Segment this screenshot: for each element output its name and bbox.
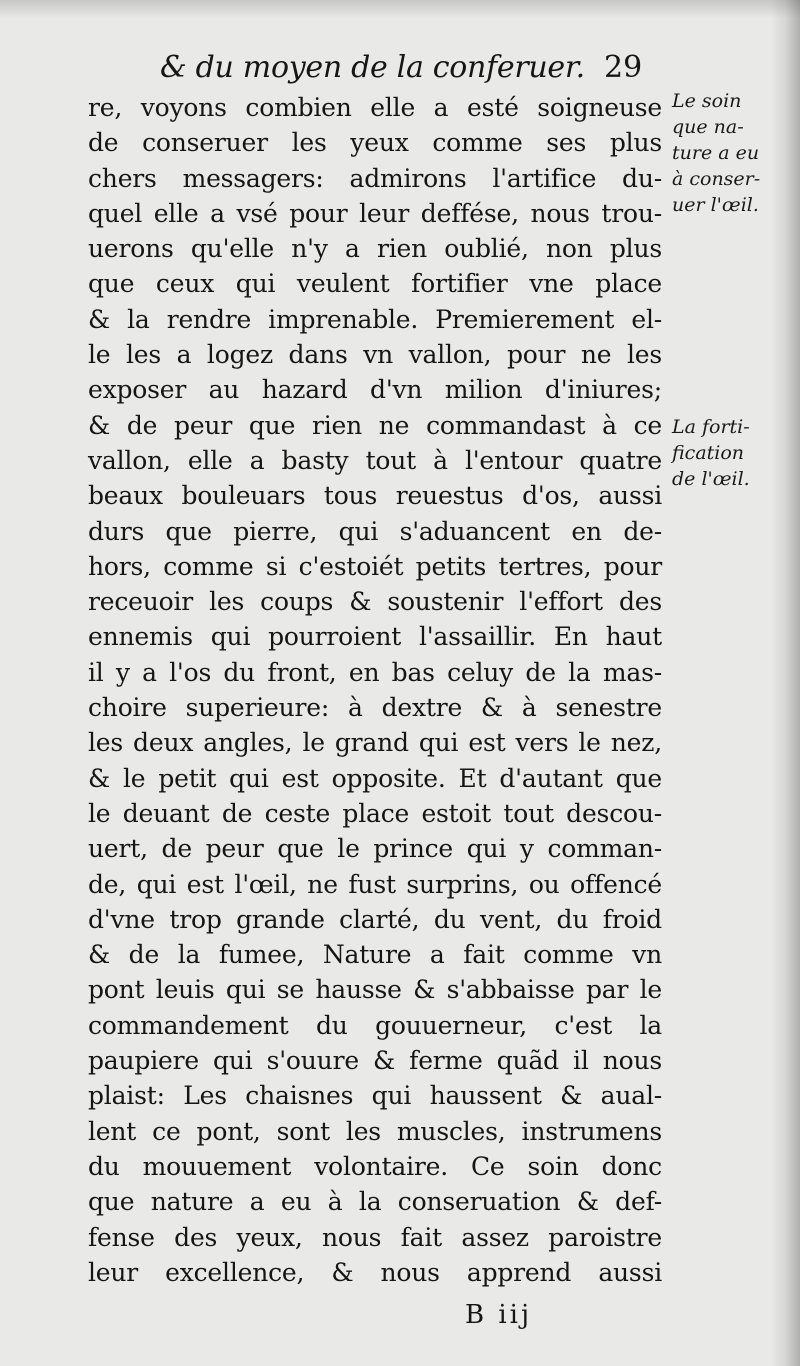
text-line: les deux angles, le grand qui est vers le nez,: [88, 728, 662, 758]
text-line: commandement du gouuerneur, c'est la: [88, 1010, 662, 1040]
text-line: du mouuement volontaire. Ce soin donc: [88, 1151, 662, 1181]
text-line: le deuant de ceste place estoit tout descou-: [88, 798, 662, 828]
text-line: beaux bouleuars tous reuestus d'os, aussi: [88, 481, 662, 511]
text-line: chers messagers: admirons l'artifice du-: [88, 163, 662, 193]
text-line: hors, comme si c'estoiét petits tertres, pour: [88, 551, 662, 581]
margin-note-line: ture a eu: [672, 142, 760, 164]
text-line: plaist: Les chaisnes qui haussent & aual-: [88, 1081, 662, 1111]
text-line: uerons qu'elle n'y a rien oublié, non plus: [88, 234, 662, 264]
text-line: de conseruer les yeux comme ses plus: [88, 128, 662, 158]
text-line: receuoir les coups & soustenir l'effort des: [88, 587, 662, 617]
text-line: exposer au hazard d'vn milion d'iniures;: [88, 375, 662, 405]
text-line: pont leuis qui se hausse & s'abbaisse par le: [88, 975, 662, 1005]
text-line: re, voyons combien elle a esté soigneuse: [88, 93, 662, 122]
margin-note-line: de l'œil.: [672, 468, 750, 490]
text-line: quel elle a vsé pour leur deffése, nous trou-: [88, 198, 662, 228]
margin-note-line: Le soin: [672, 90, 742, 112]
text-line: fense des yeux, nous fait assez paroistre: [88, 1222, 662, 1252]
running-head: & du moyen de la conferuer.: [160, 50, 585, 85]
page-number: 29: [604, 50, 643, 85]
text-line: vallon, elle a basty tout à l'entour quatre: [88, 445, 662, 475]
page-top-shadow: [0, 0, 800, 18]
text-line: lent ce pont, sont les muscles, instrumens: [88, 1116, 662, 1146]
margin-note-soin: [672, 88, 790, 218]
text-line: paupiere qui s'ouure & ferme quãd il nous: [88, 1046, 662, 1076]
text-line: & la rendre imprenable. Premierement el-: [88, 304, 662, 334]
text-line: que nature a eu à la conseruation & def-: [88, 1187, 662, 1217]
text-line: uert, de peur que le prince qui y comman-: [88, 834, 662, 864]
text-line: le les a logez dans vn vallon, pour ne les: [88, 340, 662, 370]
margin-note-line: La forti-: [672, 416, 750, 438]
text-line: leur excellence, & nous apprend aussi: [88, 1257, 662, 1287]
margin-note-line: uer l'œil.: [672, 194, 759, 216]
margin-note-line: que na-: [672, 116, 744, 138]
signature-mark: B iij: [465, 1300, 533, 1330]
text-line: & le petit qui est opposite. Et d'autant que: [88, 763, 662, 793]
text-line: ennemis qui pourroient l'assaillir. En haut: [88, 622, 662, 652]
margin-note-line: fication: [672, 442, 745, 464]
margin-note-fortification: [672, 414, 790, 492]
text-line: choire superieure: à dextre & à senestre: [88, 693, 662, 723]
text-line: de, qui est l'œil, ne fust surprins, ou offencé: [88, 869, 662, 899]
text-line: durs que pierre, qui s'aduancent en de-: [88, 516, 662, 546]
text-line: d'vne trop grande clarté, du vent, du froid: [88, 904, 662, 934]
text-line: & de la fumee, Nature a fait comme vn: [88, 940, 662, 970]
text-line: & de peur que rien ne commandast à ce: [88, 410, 662, 440]
text-line: il y a l'os du front, en bas celuy de la mas-: [88, 657, 662, 687]
text-line: que ceux qui veulent fortifier vne place: [88, 269, 662, 299]
body-text: [88, 90, 662, 1290]
margin-note-line: à conser-: [672, 168, 761, 190]
